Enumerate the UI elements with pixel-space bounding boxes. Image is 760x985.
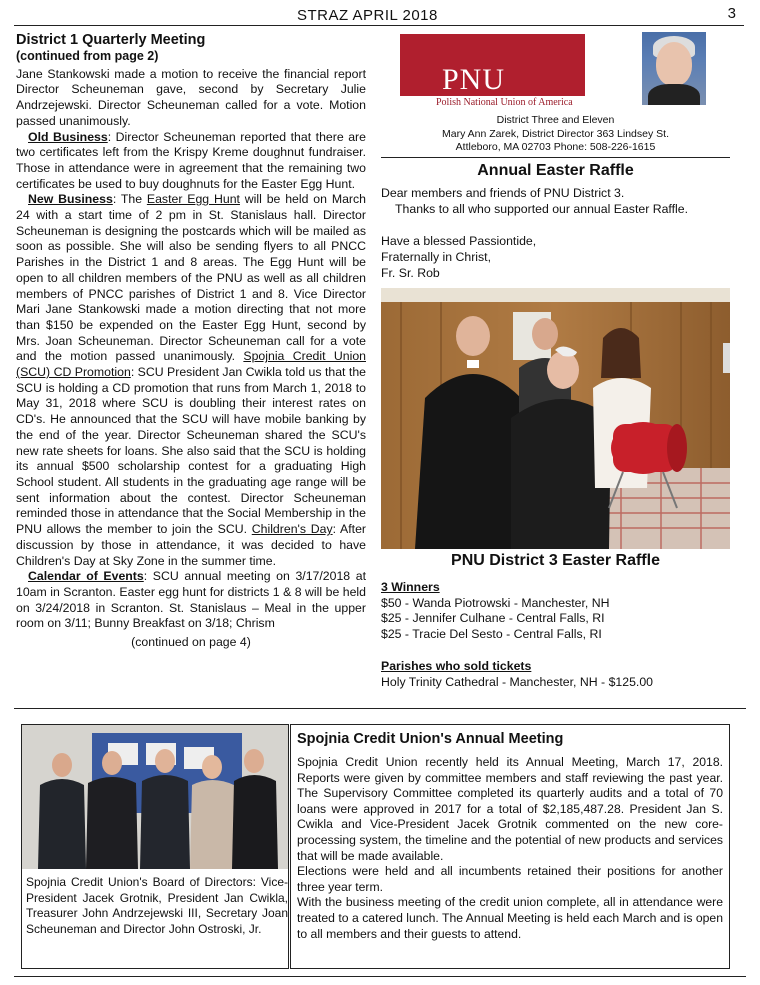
old-business-label: Old Business [28, 129, 108, 144]
page-bottom-divider [14, 976, 746, 977]
paragraph-new-business [16, 192, 366, 569]
raffle-title: Annual Easter Raffle [477, 162, 634, 179]
credit-union-article-body [297, 755, 723, 942]
new-business-label: New Business [28, 192, 113, 207]
board-photo-image [22, 725, 288, 869]
new-business-text: will be held on March 24 with a start time of 2 pm in St. Stanislaus hall. Director Scheuneman is designing the postcards which will be mailed as soon as possible. She will also be sending flyers to all PNCC Parishes in the District 1 and 8 areas. The Egg Hunt will be open to all children members of the PNU as well as all children members of PNCC parishes of District 1 and 8. Vice Director Mari Jane Stankowski made a motion directing that not more than $150 be expended on the Easter Egg Hunt, second by Mrs. Joan Scheuneman. Director Scheuneman call for a vote and the motion passed unanimously. [16, 192, 366, 364]
raffle-photo-image [381, 288, 730, 549]
raffle-signature: Fr. Sr. Rob [381, 266, 440, 280]
pnu-logo [400, 34, 585, 96]
winners-header: 3 Winners [381, 580, 440, 594]
credit-union-paragraph: Elections were held and all incumbents retained their positions for another three year term. [297, 864, 723, 894]
raffle-photo-caption: PNU District 3 Easter Raffle [451, 552, 660, 569]
paragraph-calendar [16, 569, 366, 632]
credit-union-article [290, 724, 730, 969]
divider [381, 157, 730, 158]
credit-union-board-photo [22, 725, 288, 869]
district-director: Mary Ann Zarek, District Director 363 Lindsey St. [442, 127, 669, 140]
board-photo-caption: Spojnia Credit Union's Board of Directors: Vice-President Jacek Grotnik, President Jan Cwikla, Treasurer John Andrzejewski III, Secretary Joan Scheuneman and Director John Ostroski, Jr. [26, 875, 288, 936]
raffle-greeting: Dear members and friends of PNU District 3. [381, 186, 625, 200]
childrens-day-text: : After discussion by those in attendance, it was decided to have Children's Day at Sky Zone in the summer time. [16, 522, 367, 568]
paragraph-financial-report: Jane Stankowski made a motion to receive the financial report Director Scheuneman gave, second by Secretary Julie Andrzejewski. Director Scheuneman called for a vote. Motion passed unanimously. [16, 66, 366, 128]
raffle-blessing: Have a blessed Passiontide, [381, 234, 537, 248]
continued-note: (continued on page 4) [131, 635, 251, 650]
pnu-logo-text: PNU [442, 63, 506, 96]
district1-meeting-article [16, 32, 366, 651]
article-subtitle: (continued from page 2) [16, 49, 159, 63]
easter-egg-hunt-label: Easter Egg Hunt [146, 192, 240, 207]
section-divider [14, 708, 746, 709]
winner-item: $25 - Tracie Del Sesto - Central Falls, RI [381, 627, 602, 642]
calendar-label: Calendar of Events [28, 569, 144, 584]
scu-cd-promotion-label: Spojnia Credit Union (SCU) CD Promotion [16, 349, 366, 380]
winner-item: $50 - Wanda Piotrowski - Manchester, NH [381, 595, 610, 610]
district-contact-info [381, 114, 730, 155]
new-business-separator: : The [112, 192, 147, 207]
paragraph-old-business [16, 130, 366, 193]
page-header [14, 4, 744, 26]
credit-union-paragraph: Spojnia Credit Union recently held its Annual Meeting, March 17, 2018. Reports were given by committee members and staff reviewing the past year. The Supervisory Committee completed its quarterly audits and a total of 70 loans were approved in 2017 for a total of $2,185,487.28. President Jan S. Cwikla and Vice-President Jacek Grotnik commented on the new core-processing system, the timeline and the potential of new products and services that will be made available. [297, 755, 723, 863]
raffle-closing: Fraternally in Christ, [381, 250, 492, 264]
district-director-portrait [642, 32, 706, 105]
pnu-full-name: Polish National Union of America [436, 97, 573, 108]
raffle-letter [381, 185, 730, 281]
raffle-photo [381, 288, 730, 549]
raffle-winners [381, 580, 730, 690]
newsletter-issue-title: STRAZ APRIL 2018 [297, 7, 438, 24]
calendar-text: : SCU annual meeting on 3/17/2018 at 10am in Scranton. Easter egg hunt for districts 1 & 8 will be held on 3/24/2018 in Scranton. St. Stanislaus – Meal in the upper room on 3/11; Bunny Breakfast on 3/18; Chrism [16, 569, 366, 631]
parishes-header: Parishes who sold tickets [381, 658, 532, 673]
district-name: District Three and Eleven [496, 114, 615, 126]
credit-union-paragraph: With the business meeting of the credit union complete, all in attendance were treated to a catered lunch. The Annual Meeting is held each March and is open to all members and their guests to attend. [297, 895, 723, 941]
article-title: District 1 Quarterly Meeting [16, 32, 206, 48]
credit-union-photo-box [21, 724, 289, 969]
raffle-thanks: Thanks to all who supported our annual Easter Raffle. [395, 202, 689, 216]
old-business-text: : Director Scheuneman reported that there are two certificates left from the Krispy Kreme doughnut fundraiser. Those in attendance were in agreement that the remaining two certificates be used to buy doughnuts for the Easter Egg Hunt. [16, 129, 366, 191]
credit-union-article-title: Spojnia Credit Union's Annual Meeting [297, 731, 564, 747]
parish-item: Holy Trinity Cathedral - Manchester, NH - $125.00 [381, 674, 654, 689]
winner-item: $25 - Jennifer Culhane - Central Falls, RI [381, 611, 605, 626]
childrens-day-label: Children's Day [251, 522, 333, 537]
district-address: Attleboro, MA 02703 Phone: 508-226-1615 [455, 141, 656, 153]
page-number: 3 [727, 5, 736, 22]
scu-cd-promotion-text: : SCU President Jan Cwikla told us that the SCU is holding a CD promotion that runs from March 1, 2018 to May 31, 2018 where SCU is doubling their interest rates on CD's. He announced that the SCU will have mobile banking by the end of the year. Director Scheuneman shared the SCU's new rate sheets for loans. She also said that the SCU is holding its annual $500 scholarship contest for a graduating High School student. All students in the graduating age range will be sent information about the contest. Director Scheuneman reminded those in attendance that the Social Membership in the PNU allows the member to join the SCU. [16, 365, 366, 537]
